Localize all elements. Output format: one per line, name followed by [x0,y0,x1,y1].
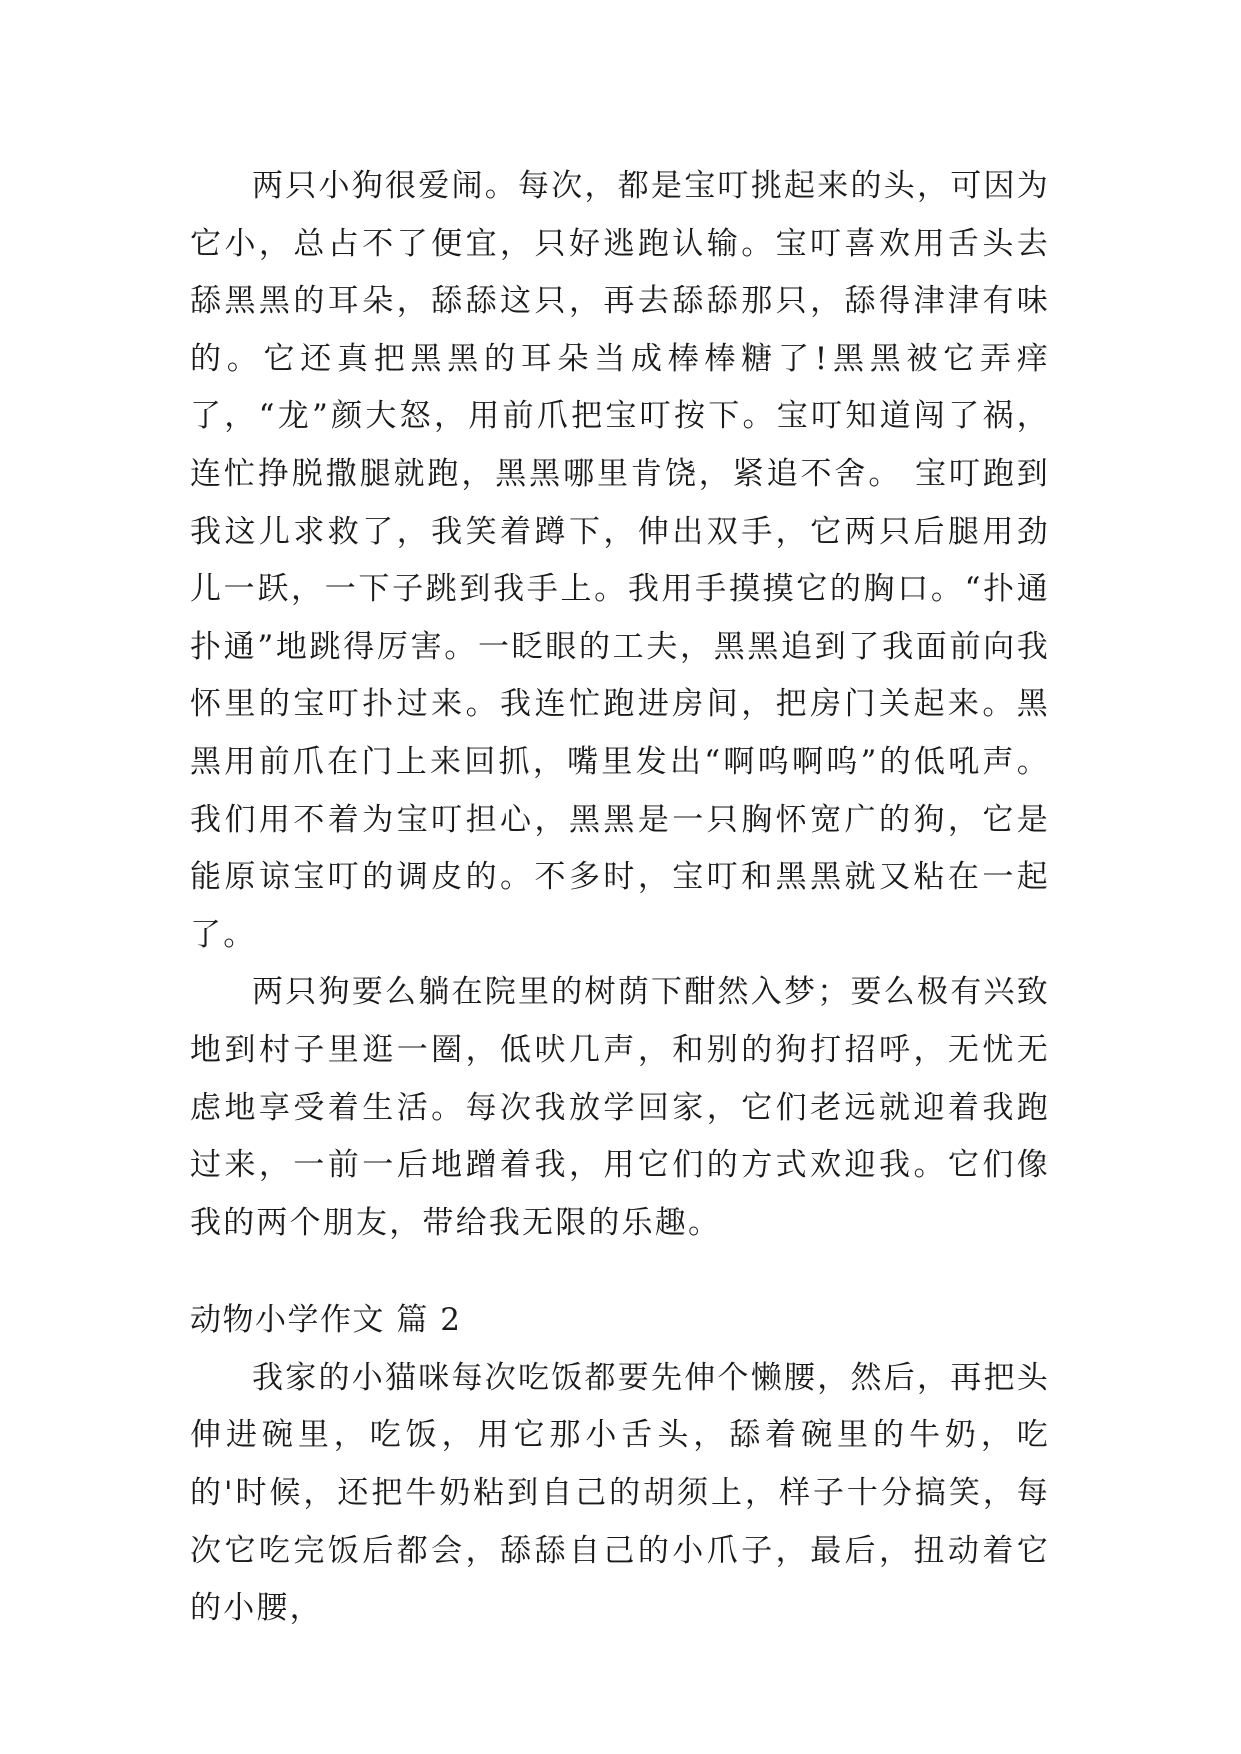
paragraph-dogs-life: 两只狗要么躺在院里的树荫下酣然入梦；要么极有兴致地到村子里逛一圈，低吠几声，和别的狗打招呼，无忧无虑地享受着生活。每次我放学回家，它们老远就迎着我跑过来，一前一后地蹭着我，用它们的方式欢迎我。它们像我的两个朋友，带给我无限的乐趣。 [190,974,1050,1241]
section-title: 动物小学作文 篇 2 [190,1302,462,1339]
document-body [190,158,1050,1638]
paragraph-kitten: 我家的小猫咪每次吃饭都要先伸个懒腰，然后，再把头伸进碗里，吃饭，用它那小舌头，舔着碗里的牛奶，吃的'时候，还把牛奶粘到自己的胡须上，样子十分搞笑，每次它吃完饭后都会，舔舔自己的小爪子，最后，扭动着它的小腰， [190,1359,1050,1627]
paragraph-dogs-playing: 两只小狗很爱闹。每次，都是宝叮挑起来的头，可因为它小，总占不了便宜，只好逃跑认输。宝叮喜欢用舌头去舔黑黑的耳朵，舔舔这只，再去舔舔那只，舔得津津有味的。它还真把黑黑的耳朵当成棒棒糖了!黑黑被它弄痒了，“龙”颜大怒，用前爪把宝叮按下。宝叮知道闯了祸，连忙挣脱撒腿就跑，黑黑哪里肯饶，紧追不舍。 宝叮跑到我这儿求救了，我笑着蹲下，伸出双手，它两只后腿用劲儿一跃，一下子跳到我手上。我用手摸摸它的胸口。“扑通扑通”地跳得厉害。一眨眼的工夫，黑黑追到了我面前向我怀里的宝叮扑过来。我连忙跑进房间，把房门关起来。黑黑用前爪在门上来回抓，嘴里发出“啊呜啊呜”的低吼声。我们用不着为宝叮担心，黑黑是一只胸怀宽广的狗，它是能原谅宝叮的调皮的。不多时，宝叮和黑黑就又粘在一起了。 [190,168,1050,953]
